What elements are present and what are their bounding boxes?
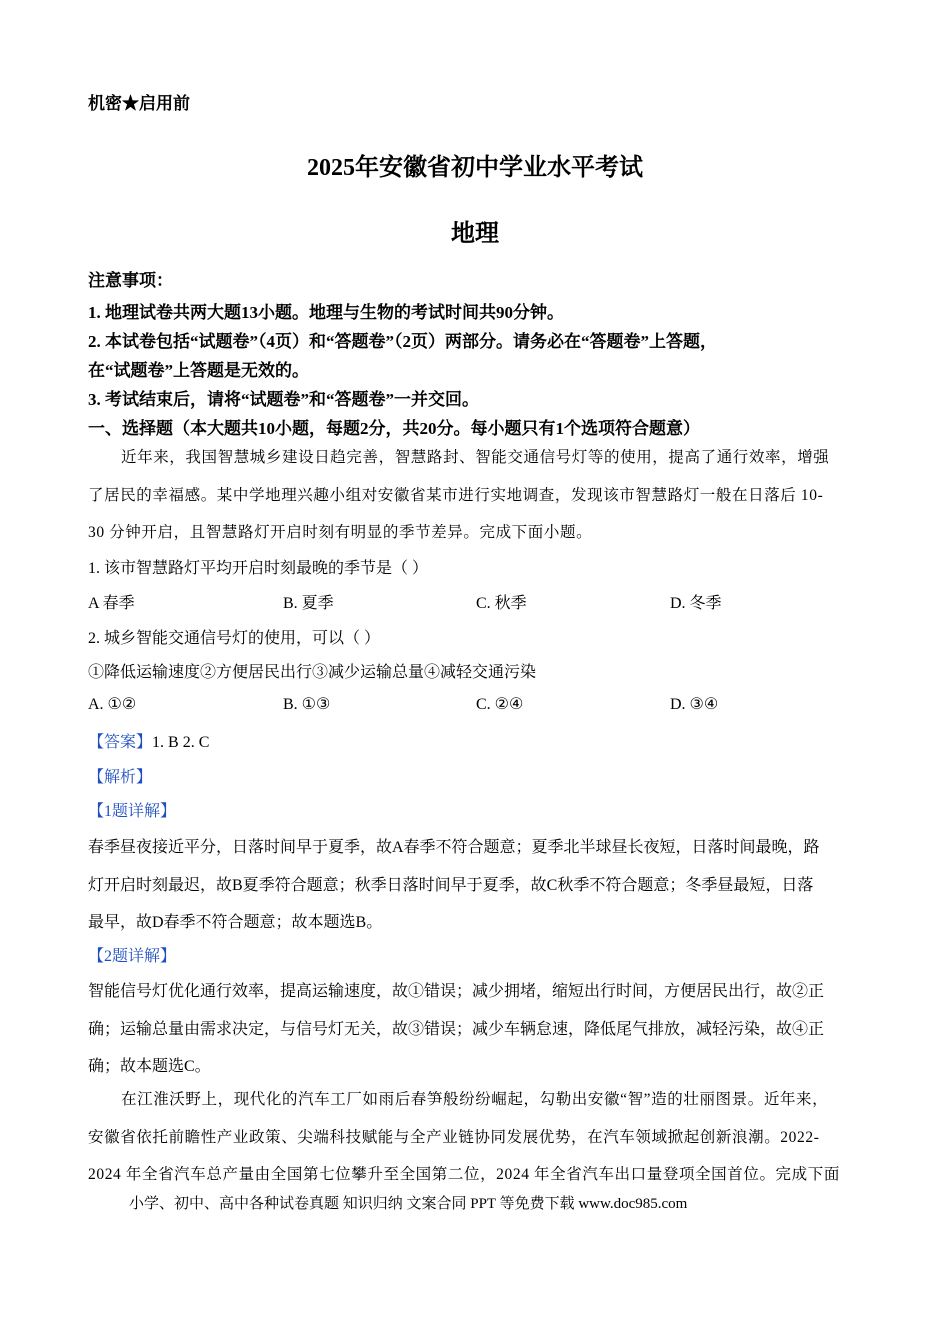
analysis-tag: 【解析】: [88, 769, 153, 786]
notice-heading: 注意事项：: [88, 271, 173, 290]
notice-item-2-line-2: 在“试题卷”上答题是无效的。: [88, 361, 309, 380]
answer-text: 1. B 2. C: [152, 734, 210, 751]
question-1-option-c: C. 秋季: [476, 595, 527, 612]
question-1-stem: 1. 该市智慧路灯平均开启时刻最晚的季节是（ ）: [88, 560, 429, 577]
question-2-option-d: D. ③④: [670, 696, 719, 713]
exam-title: 2025年安徽省初中学业水平考试: [307, 155, 643, 181]
material-1-line-3: 30 分钟开启，且智慧路灯开启时刻有明显的季节差异。完成下面小题。: [88, 524, 593, 541]
detail-2-line-2: 确；运输总量由需求决定，与信号灯无关，故③错误；减少车辆怠速，降低尾气排放，减轻污染，故④正: [88, 1021, 825, 1038]
material-2-line-1: 在江淮沃野上，现代化的汽车工厂如雨后春笋般纷纷崛起，勾勒出安徽“智”造的壮丽图景。近年来，: [121, 1091, 829, 1108]
question-2-option-a: A. ①②: [88, 696, 137, 713]
question-2-option-b: B. ①③: [283, 696, 331, 713]
detail-2-line-1: 智能信号灯优化通行效率，提高运输速度，故①错误；减少拥堵，缩短出行时间，方便居民出行，故②正: [88, 983, 825, 1000]
notice-item-2-line-1: 2. 本试卷包括“试题卷”（4页）和“答题卷”（2页）两部分。请务必在“答题卷”上答题，: [88, 332, 717, 351]
material-2-line-2: 安徽省依托前瞻性产业政策、尖端科技赋能与全产业链协同发展优势，在汽车领域掀起创新浪潮。2022-: [88, 1129, 820, 1146]
footer-text: 小学、初中、高中各种试卷真题 知识归纳 文案合同 PPT 等免费下载 www.doc985.com: [129, 1196, 688, 1212]
question-1-option-b: B. 夏季: [283, 595, 334, 612]
subject-title: 地理: [451, 221, 499, 247]
question-1-option-a: A 春季: [88, 595, 135, 612]
detail-1-line-3: 最早，故D春季不符合题意；故本题选B。: [88, 914, 383, 931]
material-1-line-1: 近年来，我国智慧城乡建设日趋完善，智慧路封、智能交通信号灯等的使用，提高了通行效率，增强: [121, 449, 830, 466]
question-2-stem: 2. 城乡智能交通信号灯的使用，可以（ ）: [88, 630, 381, 647]
section-heading: 一、选择题（本大题共10小题，每题2分，共20分。每小题只有1个选项符合题意）: [88, 419, 700, 438]
material-2-line-3: 2024 年全省汽车总产量由全国第七位攀升至全国第二位，2024 年全省汽车出口量登项全国首位。完成下面: [88, 1166, 840, 1183]
detail-2-tag: 【2题详解】: [88, 948, 177, 965]
question-2-option-c: C. ②④: [476, 696, 524, 713]
detail-1-line-1: 春季昼夜接近平分，日落时间早于夏季，故A春季不符合题意；夏季北半球昼长夜短，日落时间最晚，路: [88, 839, 820, 856]
answer-tag: 【答案】: [88, 734, 153, 751]
material-1-line-2: 了居民的幸福感。某中学地理兴趣小组对安徽省某市进行实地调查，发现该市智慧路灯一般在日落后 10-: [88, 487, 824, 504]
question-2-statements: ①降低运输速度②方便居民出行③减少运输总量④减轻交通污染: [88, 664, 537, 681]
notice-item-1: 1. 地理试卷共两大题13小题。地理与生物的考试时间共90分钟。: [88, 303, 564, 322]
detail-1-line-2: 灯开启时刻最迟，故B夏季符合题意；秋季日落时间早于夏季，故C秋季不符合题意；冬季昼最短，日落: [88, 877, 814, 894]
classification-label: 机密★启用前: [88, 94, 190, 113]
question-1-option-d: D. 冬季: [670, 595, 722, 612]
detail-1-tag: 【1题详解】: [88, 803, 177, 820]
answer-line: [88, 729, 209, 752]
notice-item-3: 3. 考试结束后，请将“试题卷”和“答题卷”一并交回。: [88, 390, 479, 409]
detail-2-line-3: 确；故本题选C。: [88, 1058, 211, 1075]
